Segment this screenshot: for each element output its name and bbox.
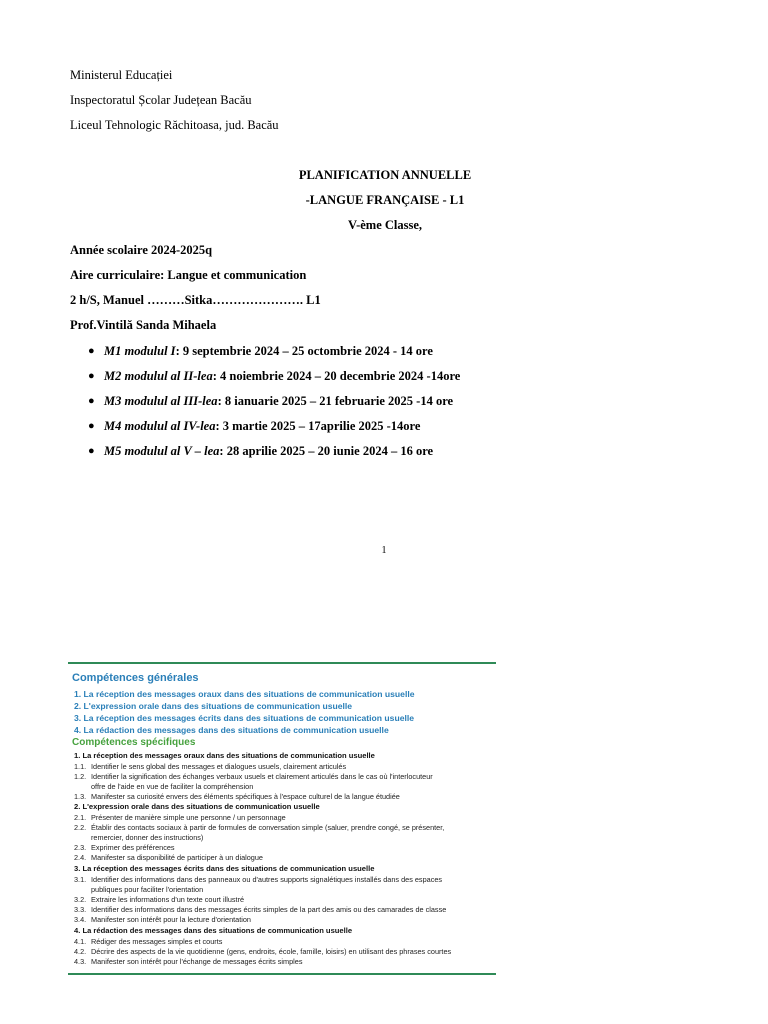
list-item: 1.1. Identifier le sens global des messages et dialogues usuels, clairement articulés: [74, 762, 347, 771]
bullet-icon: ●: [88, 445, 95, 457]
curricular-area: Aire curriculaire: Langue et communication: [70, 268, 307, 282]
general-competence: 4. La rédaction des messages dans des situations de communication usuelle: [74, 725, 389, 735]
module-dates: : 28 aprilie 2025 – 20 iunie 2024 – 16 ore: [219, 444, 434, 458]
bottom-divider: [68, 973, 496, 975]
bullet-icon: ●: [88, 395, 95, 407]
section-title: 3. La réception des messages écrits dans des situations de communication usuelle: [74, 864, 375, 873]
list-item-continuation: offre de l'aide en vue de faciliter la compréhension: [91, 782, 254, 791]
general-competence: 1. La réception des messages oraux dans des situations de communication usuelle: [74, 689, 415, 699]
module-name: M2 modulul al II-lea: [104, 369, 213, 383]
list-item: [88, 443, 460, 468]
list-item: 3.2. Extraire les informations d'un texte court illustré: [74, 895, 245, 904]
list-item: 2.2. Établir des contacts sociaux à partir de formules de conversation simple (saluer, prendre congé, se présenter,: [74, 823, 445, 832]
list-item: 2.1. Présenter de manière simple une personne / un personnage: [74, 813, 286, 822]
list-item: 3.1. Identifier des informations dans des panneaux ou d'autres supports signalétiques installés dans des espaces: [74, 875, 443, 884]
module-name: M4 modulul al IV-lea: [104, 419, 216, 433]
school-line: Liceul Tehnologic Răchitoasa, jud. Bacău: [70, 118, 279, 132]
list-item-continuation: remercier, donner des instructions): [91, 833, 204, 842]
teacher-name: Prof.Vintilă Sanda Mihaela: [70, 318, 217, 332]
module-list: [88, 343, 460, 468]
list-item: 4.1. Rédiger des messages simples et courts: [74, 937, 223, 946]
general-competences-title: Compétences générales: [72, 672, 199, 684]
competences-panel: [68, 662, 496, 976]
inspectorate-line: Inspectoratul Școlar Județean Bacău: [70, 93, 252, 107]
general-competence: 3. La réception des messages écrits dans des situations de communication usuelle: [74, 713, 415, 723]
module-dates: : 8 ianuarie 2025 – 21 februarie 2025 -14 ore: [217, 394, 454, 408]
bullet-icon: ●: [88, 420, 95, 432]
list-item: [88, 343, 460, 368]
manual-line: 2 h/S, Manuel ………Sitka…………………. L1: [70, 293, 321, 307]
module-dates: : 4 noiembrie 2024 – 20 decembrie 2024 -14ore: [212, 369, 461, 383]
top-divider: [68, 662, 496, 664]
page-number: 1: [381, 545, 387, 556]
list-item: 2.4. Manifester sa disponibilité de participer à un dialogue: [74, 853, 263, 862]
module-name: M3 modulul al III-lea: [104, 394, 218, 408]
list-item: [88, 368, 460, 393]
bullet-icon: ●: [88, 345, 95, 357]
list-item: [88, 393, 460, 418]
list-item: 1.2. Identifier la signification des échanges verbaux usuels et clairement articulés dans le cas où l'interlocuteur: [74, 772, 433, 781]
list-item: 3.3. Identifier des informations dans des messages écrits simples de la part des amis ou des camarades de classe: [74, 905, 447, 914]
module-dates: : 3 martie 2025 – 17aprilie 2025 -14ore: [215, 419, 421, 433]
class-line: V-ème Classe,: [347, 218, 423, 232]
list-item: 3.4. Manifester son intérêt pour la lecture d'orientation: [74, 915, 251, 924]
ministry-line: Ministerul Educației: [70, 68, 173, 82]
general-competence: 2. L'expression orale dans des situations de communication usuelle: [74, 701, 353, 711]
document-title: PLANIFICATION ANNUELLE: [298, 168, 472, 182]
section-title: 4. La rédaction des messages dans des situations de communication usuelle: [74, 926, 353, 935]
document-subtitle: -LANGUE FRANÇAISE - L1: [305, 193, 465, 207]
section-title: 1. La réception des messages oraux dans des situations de communication usuelle: [74, 751, 375, 760]
module-dates: : 9 septembrie 2024 – 25 octombrie 2024 - 14 ore: [175, 344, 433, 358]
list-item-continuation: publiques pour faciliter l'orientation: [91, 885, 204, 894]
school-year: Année scolaire 2024-2025q: [70, 243, 213, 257]
list-item: 4.2. Décrire des aspects de la vie quotidienne (gens, endroits, école, famille, loisirs) en utilisant des phrases courtes: [74, 947, 452, 956]
module-name: M1 modulul I: [104, 344, 176, 358]
list-item: 4.3. Manifester son intérêt pour l'échange de messages écrits simples: [74, 957, 303, 966]
list-item: [88, 418, 460, 443]
module-name: M5 modulul al V – lea: [104, 444, 220, 458]
section-title: 2. L'expression orale dans des situations de communication usuelle: [74, 802, 320, 811]
bullet-icon: ●: [88, 370, 95, 382]
list-item: 1.3. Manifester sa curiosité envers des éléments spécifiques à l'espace culturel de la langue étudiée: [74, 792, 400, 801]
list-item: 2.3. Exprimer des préférences: [74, 843, 175, 852]
specific-competences-title: Compétences spécifiques: [72, 737, 196, 748]
